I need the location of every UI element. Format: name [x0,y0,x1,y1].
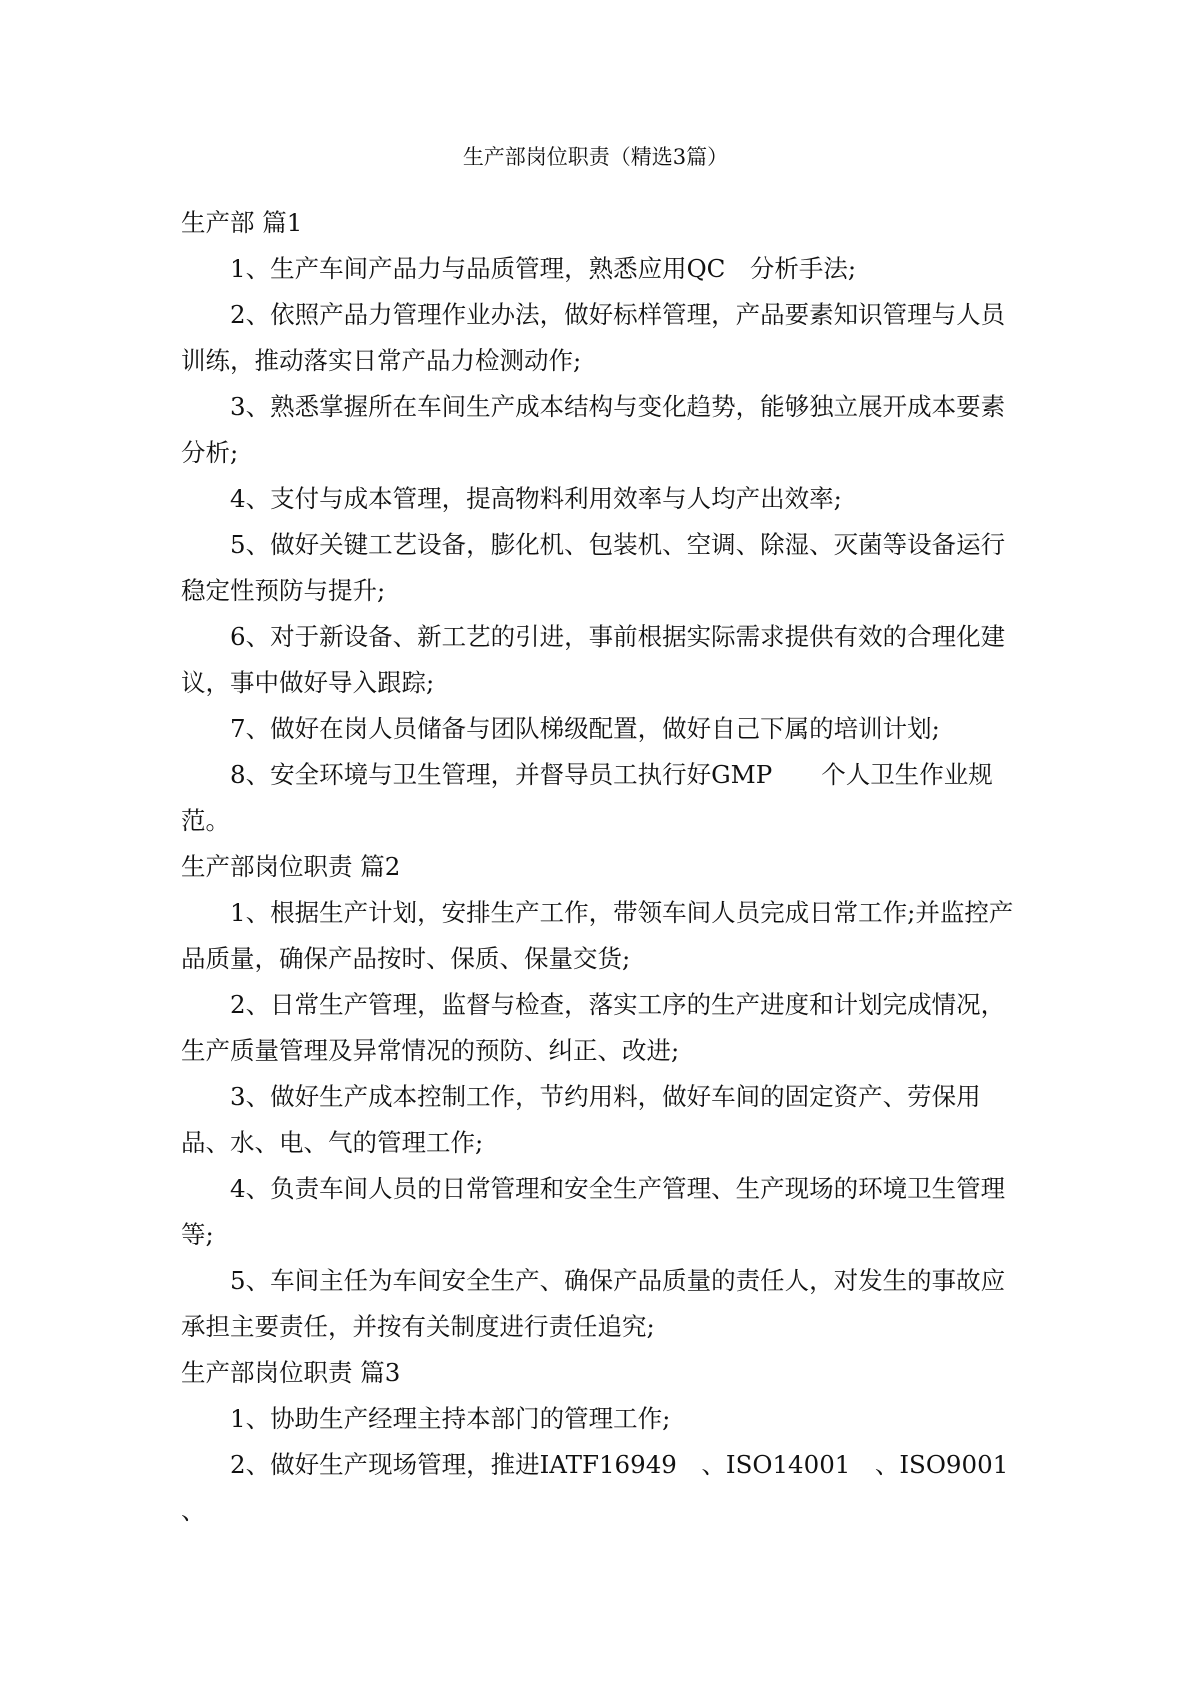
list-item: 5、车间主任为车间安全生产、确保产品质量的责任人，对发生的事故应承担主要责任，并按有关制度进行责任追究; [181,1266,1006,1341]
section-heading: 生产部岗位职责 篇3 [181,1358,401,1387]
list-item: 1、根据生产计划，安排生产工作，带领车间人员完成日常工作;并监控产品质量，确保产品按时、保质、保量交货; [181,898,1014,973]
document-body [181,200,1033,1534]
list-item: 2、做好生产现场管理，推进IATF16949 、ISO14001 、ISO9001 、 [181,1450,1033,1525]
section-3 [181,1350,1033,1534]
section-heading: 生产部岗位职责 篇2 [181,852,401,881]
list-item: 1、协助生产经理主持本部门的管理工作; [230,1404,671,1433]
list-item: 3、熟悉掌握所在车间生产成本结构与变化趋势，能够独立展开成本要素分析; [181,392,1006,467]
list-item: 3、做好生产成本控制工作，节约用料，做好车间的固定资产、劳保用品、水、电、气的管理工作; [181,1082,981,1157]
list-item: 6、对于新设备、新工艺的引进，事前根据实际需求提供有效的合理化建议，事中做好导入跟踪; [181,622,1006,697]
section-2 [181,844,1026,1350]
list-item: 8、安全环境与卫生管理，并督导员工执行好GMP 个人卫生作业规范。 [181,760,993,835]
section-1 [181,200,1026,844]
list-item: 2、日常生产管理，监督与检查，落实工序的生产进度和计划完成情况，生产质量管理及异常情况的预防、纠正、改进; [181,990,1006,1065]
list-item: 4、负责车间人员的日常管理和安全生产管理、生产现场的环境卫生管理等; [181,1174,1006,1249]
document-title: 生产部岗位职责（精选3篇） [462,145,729,169]
list-item: 4、支付与成本管理，提高物料利用效率与人均产出效率; [230,484,842,513]
section-heading: 生产部 篇1 [181,208,303,237]
list-item: 1、生产车间产品力与品质管理，熟悉应用QC 分析手法; [230,254,857,283]
list-item: 2、依照产品力管理作业办法，做好标样管理，产品要素知识管理与人员训练，推动落实日常产品力检测动作; [181,300,1006,375]
list-item: 5、做好关键工艺设备，膨化机、包装机、空调、除湿、灭菌等设备运行稳定性预防与提升; [181,530,1006,605]
list-item: 7、做好在岗人员储备与团队梯级配置，做好自己下属的培训计划; [230,714,940,743]
